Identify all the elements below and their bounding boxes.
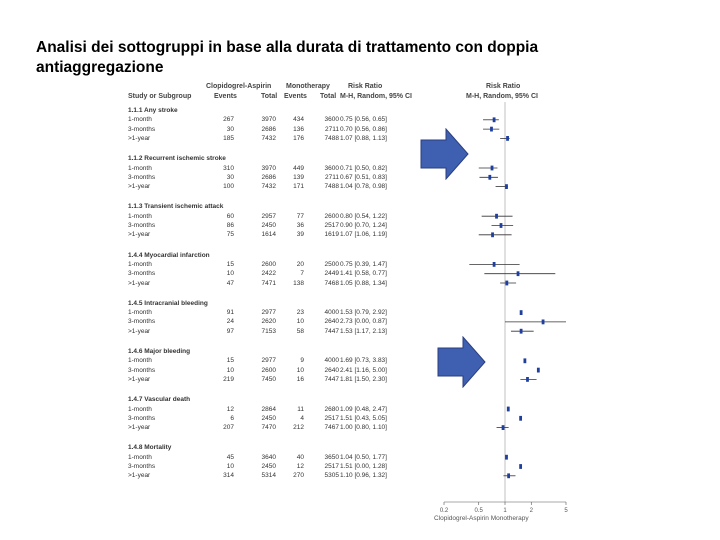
events-combo: 10 [226,463,234,470]
header-plot-label: Risk Ratio [486,83,521,90]
total-combo: 2977 [261,357,276,365]
events-mono: 39 [296,231,304,239]
total-mono: 7488 [324,183,339,191]
total-mono: 2449 [324,270,339,278]
x-axis-tick-label: 5 [564,508,568,514]
events-combo: 12 [226,405,234,413]
total-combo: 2600 [261,366,276,374]
risk-ratio-ci: 1.41 [0.58, 0.77] [340,270,387,278]
row-label: >1-year [128,472,151,480]
estimate-marker [526,377,529,382]
events-combo: 24 [226,318,234,326]
events-combo: 100 [223,183,234,191]
x-axis-tick-label: 2 [529,508,533,514]
total-mono: 7447 [324,375,339,383]
total-mono: 2680 [324,405,339,413]
row-label: 3-months [128,125,156,133]
events-combo: 10 [226,366,234,374]
events-mono: 449 [293,164,304,172]
events-combo: 267 [223,116,234,124]
total-combo: 7153 [261,327,276,335]
estimate-marker [493,117,496,122]
estimate-marker [502,425,505,430]
row-label: 1-month [128,260,152,268]
risk-ratio-ci: 1.10 [0.96, 1.32] [340,472,387,480]
events-mono: 10 [296,318,304,326]
subgroup-title: 1.1.2 Recurrent ischemic stroke [128,155,226,163]
total-mono: 3600 [324,164,339,172]
events-mono: 139 [293,173,304,181]
estimate-marker [517,271,520,276]
estimate-marker [491,232,494,237]
risk-ratio-ci: 0.80 [0.54, 1.22] [340,212,387,220]
total-combo: 5314 [261,472,276,480]
estimate-marker [505,281,508,286]
row-label: 1-month [128,405,152,413]
events-mono: 171 [293,183,304,191]
events-mono: 16 [296,375,304,383]
risk-ratio-ci: 1.00 [0.80, 1.10] [340,424,387,432]
x-axis-caption: Clopidogrel-Aspirin Monotherapy [434,515,529,522]
estimate-marker [506,136,509,141]
events-combo: 310 [223,164,234,172]
total-mono: 1619 [324,231,339,239]
total-combo: 2864 [261,405,276,413]
row-label: 1-month [128,212,152,220]
risk-ratio-ci: 0.71 [0.50, 0.82] [340,164,387,172]
total-combo: 3640 [261,453,276,461]
events-mono: 9 [300,357,304,365]
events-mono: 136 [293,125,304,133]
header-events1: Events [214,93,237,100]
forest-plot-table [126,82,586,527]
header-rr-method: M-H, Random, 95% CI [340,93,412,100]
slide-title-line1: Analisi dei sottogruppi in base alla durata di trattamento con doppia [36,39,539,56]
risk-ratio-ci: 1.07 [1.06, 1.19] [340,231,387,239]
row-label: 3-months [128,318,156,326]
subgroup-title: 1.4.8 Mortality [128,444,172,452]
slide-title-line2: antiaggregazione [36,59,164,76]
arrow-right-icon-bottom [437,336,487,388]
estimate-marker [505,455,508,460]
events-mono: 77 [296,212,304,220]
total-mono: 2640 [324,366,339,374]
row-label: >1-year [128,375,151,383]
row-label: 3-months [128,366,156,374]
row-label: >1-year [128,279,151,287]
events-combo: 30 [226,125,234,133]
events-combo: 185 [223,134,234,142]
total-combo: 2957 [261,212,276,220]
events-combo: 47 [226,279,234,287]
total-mono: 7447 [324,327,339,335]
total-mono: 2517 [324,222,339,229]
events-mono: 270 [293,472,304,480]
risk-ratio-ci: 1.53 [0.79, 2.92] [340,309,387,317]
total-mono: 2517 [324,414,339,422]
events-mono: 23 [296,309,304,317]
events-mono: 4 [300,414,304,422]
total-mono: 3650 [324,453,339,461]
total-combo: 2450 [261,414,276,422]
estimate-marker [500,223,503,228]
row-label: 3-months [128,270,156,278]
events-combo: 91 [226,309,234,317]
row-label: 1-month [128,164,152,172]
total-mono: 2711 [325,173,339,181]
header-study: Study or Subgroup [128,93,192,100]
risk-ratio-ci: 2.41 [1.16, 5.00] [340,366,387,374]
risk-ratio-ci: 0.75 [0.39, 1.47] [340,260,387,268]
row-label: 3-months [128,463,156,470]
events-combo: 97 [226,327,234,335]
events-mono: 58 [296,327,304,335]
estimate-marker [519,416,522,421]
events-mono: 212 [293,424,304,432]
risk-ratio-ci: 1.09 [0.48, 2.47] [340,405,387,413]
events-combo: 45 [226,453,234,461]
total-combo: 7470 [261,424,276,432]
total-mono: 7467 [324,424,339,432]
row-label: 1-month [128,116,152,124]
total-combo: 7450 [261,375,276,383]
total-mono: 2640 [324,318,339,326]
events-combo: 86 [226,222,234,229]
estimate-marker [507,473,510,478]
row-label: >1-year [128,183,151,191]
total-combo: 3970 [261,116,276,124]
total-mono: 2500 [324,260,339,268]
events-combo: 219 [223,375,234,383]
estimate-marker [523,358,526,363]
header-plot-method: M-H, Random, 95% CI [466,93,538,100]
estimate-marker [542,320,545,325]
events-combo: 15 [226,357,234,365]
events-mono: 7 [300,270,304,278]
events-combo: 207 [223,424,234,432]
events-mono: 12 [296,463,304,470]
risk-ratio-ci: 0.90 [0.70, 1.24] [340,222,387,229]
row-label: 1-month [128,309,152,317]
events-mono: 176 [293,134,304,142]
row-label: 1-month [128,453,152,461]
risk-ratio-ci: 0.67 [0.51, 0.83] [340,173,387,181]
risk-ratio-ci: 1.07 [0.88, 1.13] [340,134,387,142]
total-combo: 7432 [261,183,276,191]
events-mono: 36 [296,222,304,229]
row-label: 3-months [128,173,156,181]
total-combo: 2450 [261,463,276,470]
total-mono: 7488 [324,134,339,142]
events-combo: 60 [226,212,234,220]
risk-ratio-ci: 1.05 [0.88, 1.34] [340,279,387,287]
total-combo: 2450 [261,222,276,229]
x-axis-tick-label: 0.2 [439,508,449,514]
estimate-marker [520,310,523,315]
events-mono: 40 [296,453,304,461]
total-combo: 2422 [261,270,276,278]
row-label: >1-year [128,134,151,142]
subgroup-title: 1.4.5 Intracranial bleeding [128,299,208,307]
header-rr-label: Risk Ratio [348,83,383,90]
total-combo: 2600 [261,260,276,268]
subgroup-title: 1.4.7 Vascular death [128,396,191,404]
header-total1: Total [261,93,278,100]
events-combo: 75 [226,231,234,239]
header-events2: Events [284,93,307,100]
slide-title [36,38,676,78]
events-combo: 10 [226,270,234,278]
risk-ratio-ci: 2.73 [0.00, 0.87] [340,318,387,326]
total-combo: 2686 [261,125,276,133]
total-combo: 1614 [261,231,276,239]
risk-ratio-ci: 1.81 [1.50, 2.30] [340,375,387,383]
events-combo: 15 [226,260,234,268]
risk-ratio-ci: 1.51 [0.00, 1.28] [340,463,387,470]
events-combo: 6 [230,414,234,422]
total-mono: 4000 [324,357,339,365]
total-mono: 2711 [325,125,339,133]
row-label: 3-months [128,414,156,422]
events-mono: 138 [293,279,304,287]
arrow-right-icon-top [420,128,470,180]
subgroup-title: 1.4.6 Major bleeding [128,348,191,355]
total-mono: 5305 [324,472,339,480]
header-total2: Total [320,93,337,100]
row-label: 3-months [128,222,156,229]
risk-ratio-ci: 1.04 [0.50, 1.77] [340,453,387,461]
risk-ratio-ci: 0.75 [0.56, 0.65] [340,116,387,124]
events-mono: 11 [297,405,304,413]
header-group1: Clopidogrel-Aspirin [206,83,272,90]
estimate-marker [505,184,508,189]
events-mono: 10 [296,366,304,374]
risk-ratio-ci: 1.53 [1.17, 2.13] [340,327,387,335]
x-axis-tick-label: 1 [503,508,507,514]
estimate-marker [493,262,496,267]
total-combo: 3970 [261,164,276,172]
events-mono: 434 [293,116,304,124]
row-label: 1-month [128,357,152,365]
risk-ratio-ci: 0.70 [0.56, 0.86] [340,125,387,133]
total-mono: 2600 [324,212,339,220]
estimate-marker [491,166,494,171]
total-mono: 3600 [324,116,339,124]
header-group2: Monotherapy [286,83,330,90]
estimate-marker [520,329,523,334]
events-mono: 20 [296,260,304,268]
total-combo: 2620 [261,318,276,326]
row-label: >1-year [128,424,151,432]
risk-ratio-ci: 1.51 [0.43, 5.05] [340,414,387,422]
total-combo: 2686 [261,173,276,181]
total-mono: 4000 [324,309,339,317]
total-mono: 2517 [324,463,339,470]
estimate-marker [519,464,522,469]
estimate-marker [507,407,510,412]
estimate-marker [537,368,540,373]
arrow-right-shape-top [421,129,468,179]
forest-plot-graphic [126,82,586,527]
subgroup-title: 1.4.4 Myocardial infarction [128,251,210,259]
total-combo: 7471 [261,279,276,287]
total-combo: 2977 [261,309,276,317]
events-combo: 30 [226,173,234,181]
subgroup-title: 1.1.3 Transient ischemic attack [128,203,224,211]
estimate-marker [495,214,498,219]
x-axis-tick-label: 0.5 [474,508,483,514]
events-combo: 314 [223,472,234,480]
risk-ratio-ci: 1.04 [0.78, 0.98] [340,183,387,191]
total-combo: 7432 [261,134,276,142]
row-label: >1-year [128,327,151,335]
estimate-marker [488,175,491,180]
estimate-marker [490,127,493,132]
risk-ratio-ci: 1.69 [0.73, 3.83] [340,357,387,365]
subgroup-title: 1.1.1 Any stroke [128,107,178,114]
arrow-right-shape-bottom [438,337,485,387]
total-mono: 7468 [324,279,339,287]
row-label: >1-year [128,231,151,239]
